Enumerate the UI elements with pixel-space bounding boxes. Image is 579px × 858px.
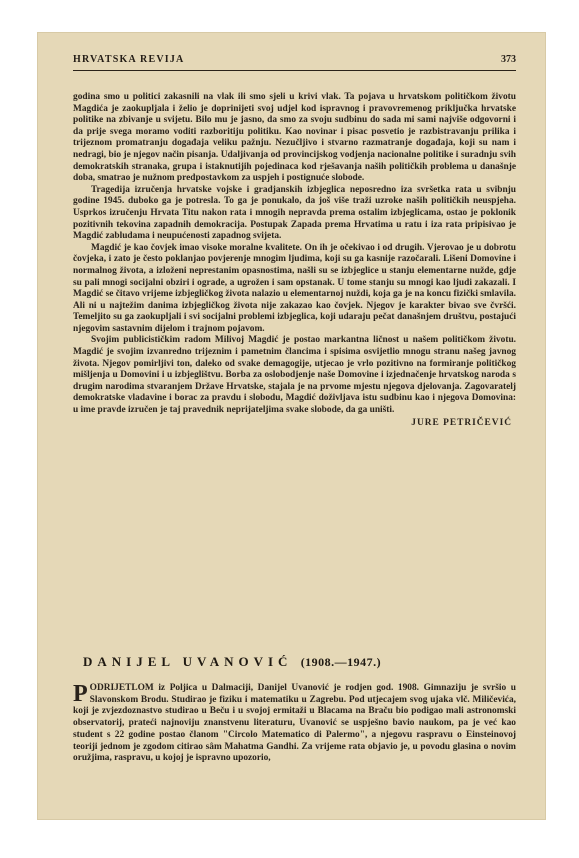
author-signature: JURE PETRIČEVIĆ xyxy=(411,417,512,428)
paragraph: godina smo u politici zakasnili na vlak ili smo sjeli u krivi vlak. Ta pojava u hrvatskom političkom životu Magdića je zaokupljala i želio je doprinijeti svoj udjel kod ispravnog i pravovremenog priključka hrvatske politike na zbivanje u svijetu. Bilo mu je jasno, da smo za svoju sudbinu do sada mi sami najviše odgovorni i da prije svega moramo voditi razboritiju politiku. Kao novinar i pisac posvetio je razbistravanju prilika i trijeznom promatranju događaja veliku pažnju. Nezučljivo i stvarno razmatranje događaja, koji su nam i nedragi, bio je njegov način pisanja. Udaljivanja od provincijskog vodjenja nacionalne politike i suradnju svih demokratskih stranaka, grupa i istaknutijih pojedinaca kod rješavanja naših političkih problema u današnje doba, smatrao je nužnom predpostavkom za uspjeh i postignuće slobode. xyxy=(73,92,516,184)
biography-paragraph: ODRIJETLOM iz Poljica u Dalmaciji, Danijel Uvanović je rodjen god. 1908. Gimnaziju je svršio u Slavonskom Brodu. Studirao je fiziku i matematiku u Zagrebu. Pod utjecajem svog ujaka vlč. Miličevića, koji je zvjezdoznastvo studirao u Beču i u svojoj ermitaži u Blacama na Braču bio podigao mali astronomski observatorij, prateći najnoviju znanstvenu literaturu, Uvanović se uspješno bavio naukom, pa je već kao student s 22 godine postao članom "Circolo Matematico di Palermo", a njegovu raspravu o Einsteinovoj teoriji jednom je zgodom citirao sâm Mahatma Gandhi. Za vrijeme rata objavio je, u povodu glasina o novim oružjima, raspravu, u kojoj je ispravno upozorio, xyxy=(73,683,516,764)
header-rule xyxy=(73,70,516,71)
paragraph: Svojim publicističkim radom Milivoj Magdić je postao markantna ličnost u našem političkom životu. Magdić je svojim izvanredno trijeznim i pametnim člancima i spisima osvijetlio mnogu stranu našeg javnog života. Njegov pomirljivi ton, daleko od svake demagogije, utjecao je vrlo pozitivno na formiranje političkog mišljenja u Domovini i u izbjeglištvu. Borba za oslobodjenje naše Domovine i izjednačenje hrvatskog naroda s drugim narodima stvaranjem Države Hrvatske, stajala je na prvome mjestu njegova djelovanja. Zagovaratelj demokratske vladavine i borac za pravdu i slobodu, Magdić doživljava istu sudbinu kao i njegova Domovina: u ime pravde izručen je taj pravednik neprijateljima svake slobode, da ga uništi. xyxy=(73,335,516,416)
drop-cap: P xyxy=(73,681,88,707)
biography-text xyxy=(73,683,516,765)
section-title xyxy=(83,654,513,670)
page-number: 373 xyxy=(501,54,516,65)
paragraph: Magdić je kao čovjek imao visoke moralne kvalitete. On ih je očekivao i od drugih. Vjerovao je u dobrotu čovjeka, i zato je često poklanjao povjerenje mnogim ljudima, koji su ga kasnije razočarali. Lišeni Domovine i normalnog života, a izloženi neprestanim opasnostima, našli su se izbjeglice u stanju elementarne nužde, gdje su pali mnogi socijalni obziri i ograde, a ugrožen i sam opstanak. U tome stanju su mnogi kao ljudi zakazali. I Magdić se čitavo vrijeme izbjegličkog života nalazio u elementarnoj nuždi, koja ga je na koncu fizički smlavila. Ali ni u najtežim danima izbjegličkog života nije zakazao kao čovjek. Njegov je karakter bivao sve čvršći. Temeljito su ga zaokupljali i svi socijalni problemi izbjeglica, koji udaraju pečat današnjem društvu, postajući njegovim sastavnim dijelom i trajnom pojavom. xyxy=(73,242,516,334)
section-years: (1908.—1947.) xyxy=(300,655,382,669)
page-header xyxy=(73,54,516,65)
journal-page xyxy=(37,32,546,820)
paragraph: Tragedija izručenja hrvatske vojske i gradjanskih izbjeglica neposredno iza svršetka rata u svibnju godine 1945. duboko ga je potresla. To ga je ponukalo, da još više traži uzroke naših političkih neuspjeha. Usprkos izručenju Hrvata Titu nakon rata i mnogih nepravda prema ostalim izbjeglicama, ostao je poklonik pozitivnih tekovina zapadnih demokracija. Postupak Zapada prema Hrvatima u ratu i iza rata pripisivao je Magdić zabludama i neupućenosti zapadnog svijeta. xyxy=(73,184,516,242)
journal-title: HRVATSKA REVIJA xyxy=(73,54,185,65)
article-body xyxy=(73,92,516,429)
section-name: DANIJEL UVANOVIĆ xyxy=(83,654,293,669)
